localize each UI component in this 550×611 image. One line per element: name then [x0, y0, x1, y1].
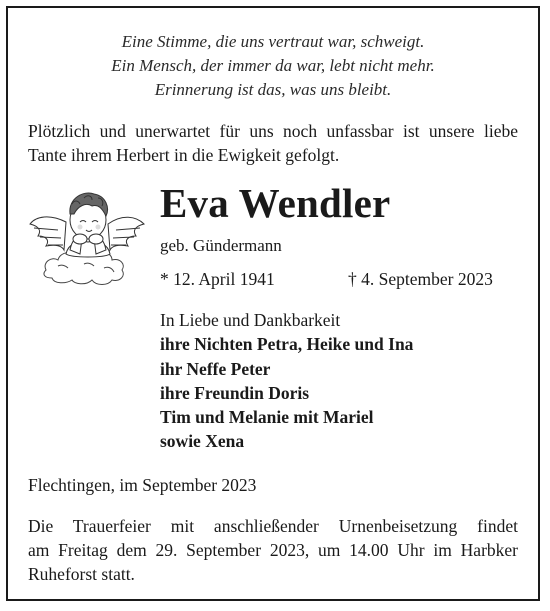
- mourner-entry: ihr Neffe Peter: [160, 358, 271, 379]
- service-line: Die Trauerfeier mit anschließender Urnenbeisetzung findet: [28, 516, 518, 536]
- poem-line: Ein Mensch, der immer da war, lebt nicht mehr.: [111, 56, 435, 75]
- intro-text: [28, 119, 518, 167]
- memorial-poem: [8, 30, 538, 102]
- maiden-name: geb. Gündermann: [160, 236, 282, 255]
- intro-line: Plötzlich und unerwartet für uns noch unfassbar ist unsere liebe: [28, 121, 518, 141]
- death-date: † 4. September 2023: [348, 269, 493, 289]
- obituary-notice: [6, 6, 540, 601]
- mourners-intro: In Liebe und Dankbarkeit: [160, 310, 341, 330]
- deceased-name: Eva Wendler: [160, 180, 391, 226]
- poem-line: Erinnerung ist das, was uns bleibt.: [154, 80, 392, 99]
- mourner-entry: ihre Nichten Petra, Heike und Ina: [160, 334, 414, 355]
- service-line: am Freitag dem 29. September 2023, um 14.00 Uhr im Harbker: [28, 540, 518, 560]
- mourner-entry: ihre Freundin Doris: [160, 382, 310, 403]
- mourner-entry: sowie Xena: [160, 431, 245, 452]
- birth-date: * 12. April 1941: [160, 269, 275, 289]
- mourners-list: [160, 308, 413, 454]
- place-and-date: Flechtingen, im September 2023: [28, 475, 257, 495]
- poem-line: Eine Stimme, die uns vertraut war, schweigt.: [121, 32, 425, 51]
- service-line: Ruheforst statt.: [28, 564, 135, 584]
- mourner-entry: Tim und Melanie mit Mariel: [160, 407, 374, 428]
- cherub-angel-icon: [28, 184, 146, 286]
- intro-line: Tante ihrem Herbert in die Ewigkeit gefolgt.: [28, 145, 340, 165]
- funeral-service-info: [28, 514, 518, 586]
